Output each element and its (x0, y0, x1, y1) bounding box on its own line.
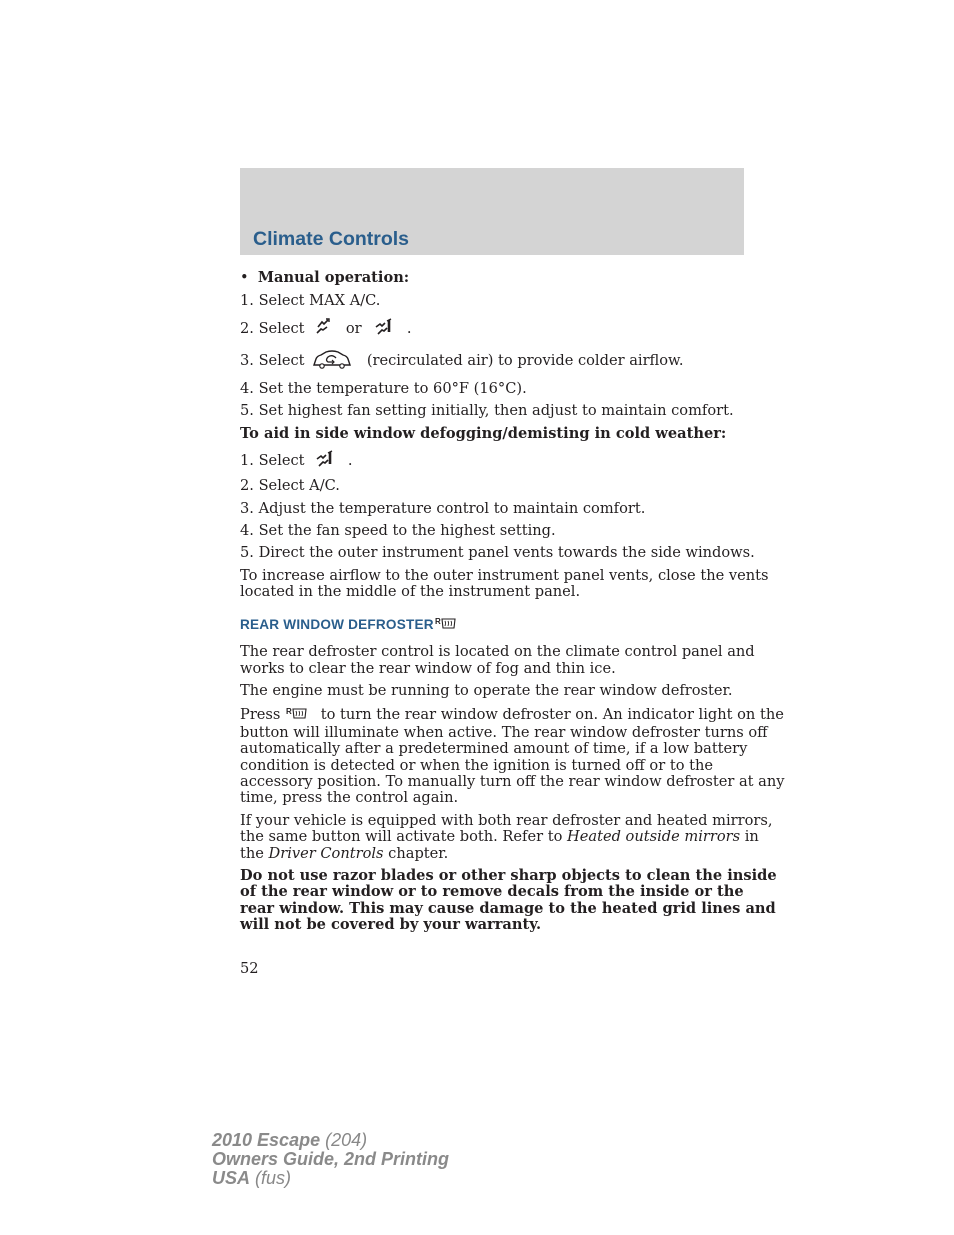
rear-defroster-heading: REAR WINDOW DEFROSTER R (240, 616, 746, 634)
defog-step-4: 4. Set the fan speed to the highest setting. (240, 522, 556, 540)
manual-step-5: 5. Set highest fan setting initially, then adjust to maintain comfort. (240, 402, 734, 420)
windshield-defrost-icon (315, 450, 335, 472)
defog-step-1: 1. Select . (240, 450, 746, 472)
page-content (240, 268, 785, 934)
page-title: Climate Controls (253, 228, 410, 250)
manual-step-2: 2. Select or . (240, 318, 746, 340)
svg-text:R: R (286, 707, 292, 717)
defog-step-3: 3. Adjust the temperature control to maintain comfort. (240, 499, 646, 517)
rear-defroster-paragraph-1: The rear defroster control is located on the climate control panel and works to clear the rear window of fog and thin ice. (240, 643, 755, 677)
page-number: 52 (240, 960, 259, 977)
rear-defrost-icon (286, 706, 308, 724)
floor-defrost-icon (315, 318, 331, 339)
defog-note: To increase airflow to the outer instrument panel vents, close the vents located in the middle of the instrument panel. (240, 566, 769, 601)
cross-reference-driver-controls: Driver Controls (268, 844, 384, 862)
cross-reference-heated-mirrors: Heated outside mirrors (567, 828, 741, 846)
manual-operation-heading: • Manual operation: (240, 269, 410, 286)
rear-defroster-paragraph-2: The engine must be running to operate the rear window defroster. (240, 681, 733, 699)
manual-step-4: 4. Set the temperature to 60°F (16°C). (240, 379, 527, 397)
manual-step-3: 3. Select (recirculated air) to provide colder airflow. (240, 349, 746, 373)
svg-text:R: R (434, 616, 441, 626)
recirculated-air-icon (312, 349, 352, 373)
rear-defroster-paragraph-3: Press R to turn the rear window defroster on. An indicator light on the button will illuminate when active. The rear window defroster turns off automatically after a predetermined amount of time, if a low battery condition is detected or when the ignition is turned off or to the accessory position. To manually turn off the rear window defroster at any time, press the control again. (240, 706, 785, 807)
bullet: • (240, 269, 249, 286)
section-header-band (240, 168, 744, 255)
windshield-defrost-icon (374, 318, 394, 340)
defog-step-2: 2. Select A/C. (240, 477, 340, 495)
defog-step-5: 5. Direct the outer instrument panel vents towards the side windows. (240, 544, 755, 562)
rear-defrost-icon (435, 616, 457, 634)
rear-defroster-paragraph-4: If your vehicle is equipped with both rear defroster and heated mirrors, the same button will activate both. Refer to Heated outside mirrors in the Driver Controls chapter. (240, 811, 773, 862)
manual-step-1: 1. Select MAX A/C. (240, 292, 381, 310)
footer-publication-info: 2010 Escape (204) Owners Guide, 2nd Printing USA (fus) (212, 1130, 450, 1188)
defog-heading: To aid in side window defogging/demisting in cold weather: (240, 425, 727, 443)
warning-paragraph: Do not use razor blades or other sharp objects to clean the inside of the rear window or to remove decals from the inside or the rear window. This may cause damage to the heated grid lines and will not be covered by your warranty. (240, 866, 777, 934)
